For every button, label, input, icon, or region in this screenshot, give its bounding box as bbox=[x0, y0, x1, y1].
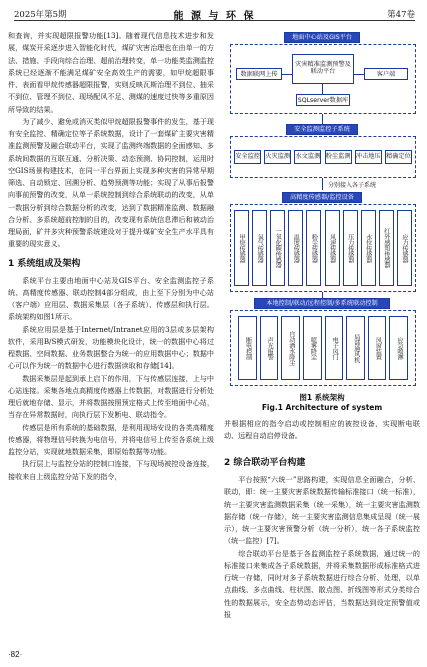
subsystem-box: 安全监控 bbox=[234, 150, 261, 164]
sensor-box: 红外感知传感器 bbox=[379, 210, 394, 286]
sensor-box: 温度传感器 bbox=[288, 210, 303, 286]
paragraph: 系统平台主要由地面中心站及GIS平台、安全监测监控子系统、高精度传感器、联动控制4部分组成，由上至下分别为中心站（客户端）应用层、数据采集层（各子系统）、传感层和执行层。系统架构如图1所示。 bbox=[8, 275, 214, 322]
page-number: ·82· bbox=[8, 650, 23, 659]
subsystem-box: 精确定位 bbox=[385, 150, 412, 164]
control-title: 本地控制/联动/远程控制/多系统联动控制 bbox=[254, 298, 390, 309]
subsystem-title: 安全监测监控子系统 bbox=[286, 124, 358, 135]
subsystem-box: 冲击地压 bbox=[355, 150, 382, 164]
volume-label: 第47卷 bbox=[387, 10, 415, 20]
figure-caption-en: Fig.1 Architecture of system bbox=[261, 403, 383, 412]
paragraph: 执行层上与监控分站的控制口连接，下与现场被控设备连接，接收来自上级监控分站下发的指令， bbox=[8, 459, 214, 481]
subsystem-box: 火灾监测 bbox=[264, 150, 291, 164]
sensor-box: 风速传感器 bbox=[325, 210, 340, 286]
sensor-box: 应力传感器 bbox=[397, 210, 412, 286]
connector bbox=[354, 74, 364, 75]
issue-label: 2025年第5期 bbox=[14, 10, 67, 20]
paragraph: 为了减少、避免或消灭类似甲烷超限报警事件的发生，基于现有安全监控、精确定位等子系统数据，设计了一套煤矿主要灾害精准监测预警及融合联动平台，实现了监测终端数据的全面感知、多系统间数据的互联互通、分析决策、动态预测、协同控制，运用时空GIS场景构建技术，在同一平台界面上实现多种灾害的异常早期筛选、自动锁定、回溯分析、趋势预测等功能；实现了从事后报警向事前预警的改变，从单一系统控制到综合系统联动的改变，从单一数据分析到综合数据分析的改变，达到了数据精准监测、数据融合分析、多系统超前控制的目的，改变现有系统信息滞后和被动治理局面，矿井多灾种预警系统建设对于提升煤矿安全生产水平具有重要的现实意义。 bbox=[8, 116, 214, 249]
sql-database-box: SQLserver数据库 bbox=[296, 94, 350, 106]
control-box: 电子风门 bbox=[325, 316, 344, 380]
section-2-heading: 2 综合联动平台构建 bbox=[224, 458, 306, 468]
subsystem-box: 水文监测 bbox=[294, 150, 321, 164]
header-rule bbox=[14, 20, 415, 21]
section-1-heading: 1 系统组成及架构 bbox=[8, 258, 81, 269]
center-platform-box: 灾害精准监测预警及联动平台 bbox=[292, 54, 354, 84]
paragraph: 传感层是所有系统的基础数据，是利用现场安设的各类高精度传感器，将物理信号转换为电信号，并将电信号上传至各系统上级监控分站，实现就地数据采集，即原始数据等功能。 bbox=[8, 422, 214, 456]
journal-title: 能 源 与 环 保 bbox=[173, 11, 256, 22]
left-column bbox=[8, 30, 214, 483]
sensor-box: 一氧化碳传感器 bbox=[270, 210, 285, 286]
connector bbox=[322, 178, 323, 190]
paragraph: 平台按照“六统一”思路构建，实现信息全面融合，分析、联动，即：统一主要灾害系统数据传输标准接口（统一标准），统一主要灾害监测数据采集（统一采集），统一主要灾害监测数据存储（统一存储），统一主要灾害监测信息集成呈现（统一展示），统一主要灾害预警分析（统一分析），统一各子系统监控（统一监控）[7]。 bbox=[224, 475, 420, 546]
figure-caption-cn: 图1 系统架构 bbox=[299, 393, 345, 402]
control-box: 风窗装置 bbox=[368, 316, 387, 380]
gis-platform-title: 地面中心站及GIS平台 bbox=[284, 32, 360, 43]
subsystem-box: 粉尘监测 bbox=[325, 150, 352, 164]
connector bbox=[282, 74, 292, 75]
control-box: 声光报警 bbox=[260, 316, 279, 380]
data-upload-box: 数据联网上传 bbox=[236, 68, 282, 80]
sensor-box: 压力传感器 bbox=[343, 210, 358, 286]
paragraph: 系统应用层是基于Internet/Intranet应用的3层或多层架构软件，采用B/S模式研发，功能模块化设计，统一的数据中心将过程数据、空间数据、业务数据整合为统一的应用数据中心；数据中心可以作为统一的数据中心进行数据读取和存储[14]。 bbox=[8, 324, 214, 371]
paragraph: 综合联动平台是基于各监测监控子系统数据，通过统一的标准接口来集成各子系统数据，并将采集数据形成标准格式进行统一存储，同时对多子系统数据进行综合分析、处理，以单点曲线、多点曲线、柱状图、散点图、折线图等形式分类综合性的数据展示，安全态势动态评估，当数据达到设定预警值或报 bbox=[224, 548, 420, 619]
paragraph: 和查询，并实现超限报警功能[13]。随着现代信息技术进步和发展，煤炭开采逐步进入智能化时代，煤矿灾害治理也在由单一的方法、措施、手段向综合治理、超前治理转变，单一功能类监测监控系统已经逐渐不能满足煤矿安全高效生产的需要，如甲烷超限事件、表面看甲烷传感器超限报警，实则反映瓦斯治理不到位、抽采不到位、管理不到位、现场配风不足、测煤的速度过快等多重原因所导致的结果。 bbox=[8, 31, 214, 114]
paragraph: 并根据相应的指令启动或控制相应的被控设备，实现断电联动、远程自动启停设备。 bbox=[224, 419, 420, 441]
sensor-box: 氧气传感器 bbox=[252, 210, 267, 286]
control-box: 自动洒水降尘 bbox=[281, 316, 300, 380]
split-label: 分别接入各子系统 bbox=[328, 182, 377, 189]
connector bbox=[322, 84, 323, 94]
control-box: 断电控制 bbox=[238, 316, 257, 380]
control-box: 应急喷淋 bbox=[389, 316, 408, 380]
right-column bbox=[224, 448, 420, 621]
right-column-top bbox=[224, 418, 420, 443]
paragraph: 数据采集层是起到承上启下的作用，下与传感层连接，上与中心站连接。采集各地点高精度传感器上传数据，对数据进行分析处理后就地存储、显示，并将数据按照预定格式上传至地面中心站，当存在异常数据时，向执行层下发断电、联动指令。 bbox=[8, 373, 214, 420]
control-box: 局部通风机 bbox=[346, 316, 365, 380]
architecture-diagram bbox=[226, 30, 420, 390]
sensor-box: 水位传感器 bbox=[361, 210, 376, 286]
sensor-box: 甲烷传感器 bbox=[234, 210, 249, 286]
control-frame bbox=[230, 310, 416, 386]
control-box: 喷雾降尘 bbox=[303, 316, 322, 380]
sensor-title: 高精度传感器/监控设备 bbox=[282, 192, 362, 203]
sensor-box: 粉尘传感器 bbox=[306, 210, 321, 286]
client-box: 客户端 bbox=[364, 68, 408, 80]
